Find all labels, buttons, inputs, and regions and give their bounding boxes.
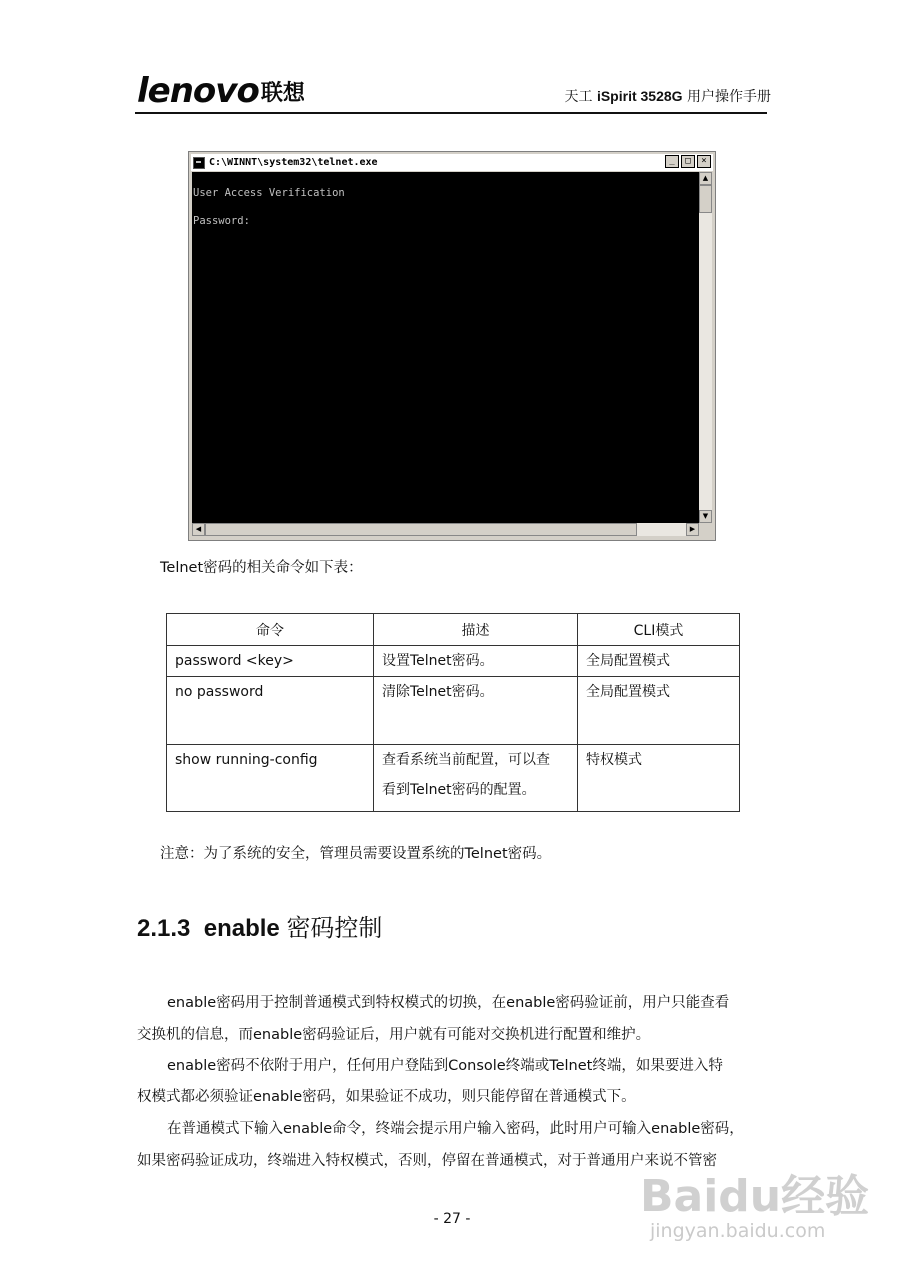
vertical-scrollbar[interactable] [699,172,712,523]
header-title [565,86,772,106]
table-cell-command: no password [167,677,374,745]
header-title-prefix: 天工 [564,89,597,105]
table-cell-command: show running-config [167,745,374,812]
paragraph-line: 权模式都必须验证enable密码，如果验证不成功，则只能停留在普通模式下。 [137,1089,636,1105]
logo-cjk-text: 联想 [260,81,305,106]
paragraph-line: 如果密码验证成功，终端进入特权模式，否则，停留在普通模式，对于普通用户来说不管密 [137,1153,717,1169]
header-title-suffix: 用户操作手册 [682,89,771,105]
description-line: 查看系统当前配置，可以查 [382,752,550,768]
table-header-cell: 描述 [374,614,578,646]
scroll-up-arrow-icon[interactable]: ▲ [699,172,712,185]
baidu-watermark [640,1160,870,1242]
table-cell-mode: 特权模式 [578,745,740,812]
close-button[interactable]: × [697,155,711,168]
logo-latin-text: lenovo [137,71,259,111]
maximize-button[interactable]: □ [681,155,695,168]
window-titlebar[interactable] [191,154,713,171]
horizontal-scroll-thumb[interactable] [205,523,637,536]
console-app-icon [193,157,205,169]
telnet-window [188,151,716,541]
scroll-right-arrow-icon[interactable]: ▶ [686,523,699,536]
console-line: Password: [193,215,250,227]
table-cell-mode: 全局配置模式 [578,677,740,745]
table-cell-description: 设置Telnet密码。 [374,646,578,677]
table-header-cell: CLI模式 [578,614,740,646]
description-line: 看到Telnet密码的配置。 [382,782,536,798]
minimize-button[interactable]: _ [665,155,679,168]
console-line: User Access Verification [193,187,345,199]
window-title: C:\WINNT\system32\telnet.exe [209,157,378,168]
table-row [167,745,740,812]
window-controls [663,155,711,168]
scroll-left-arrow-icon[interactable]: ◀ [192,523,205,536]
paragraph-line: enable密码用于控制普通模式到特权模式的切换，在enable密码验证前，用户只能查看 [167,995,730,1011]
page-number: - 27 - [433,1211,471,1227]
watermark-logo: Baidu经验 [640,1171,870,1222]
section-number: 2.1.3 [137,915,191,942]
table-cell-mode: 全局配置模式 [578,646,740,677]
telnet-command-table [166,613,740,812]
paragraph-line: 交换机的信息，而enable密码验证后，用户就有可能对交换机进行配置和维护。 [137,1027,651,1043]
table-row [167,677,740,745]
horizontal-scrollbar[interactable] [192,523,699,536]
vertical-scroll-thumb[interactable] [699,185,712,213]
table-header-cell: 命令 [167,614,374,646]
table-row [167,646,740,677]
header-divider [135,112,767,114]
section-title-latin: enable [203,915,280,942]
lenovo-logo [137,71,305,111]
security-note: 注意：为了系统的安全，管理员需要设置系统的Telnet密码。 [160,846,552,862]
table-intro: Telnet密码的相关命令如下表： [160,560,363,576]
header-title-bold: iSpirit 3528G [596,88,683,104]
scroll-down-arrow-icon[interactable]: ▼ [699,510,712,523]
table-cell-description: 清除Telnet密码。 [374,677,578,745]
table-cell-command: password <key> [167,646,374,677]
scrollbar-corner [699,523,712,536]
console-output[interactable] [192,172,699,523]
watermark-url: jingyan.baidu.com [650,1220,826,1242]
section-heading [137,908,382,943]
paragraph-line: enable密码不依附于用户，任何用户登陆到Console终端或Telnet终端，如果要进入特 [167,1058,723,1074]
table-header-row [167,614,740,646]
table-cell-description [374,745,578,812]
paragraph-line: 在普通模式下输入enable命令，终端会提示用户输入密码，此时用户可输入enable密码， [167,1121,744,1137]
section-title-cjk: 密码控制 [286,914,383,942]
